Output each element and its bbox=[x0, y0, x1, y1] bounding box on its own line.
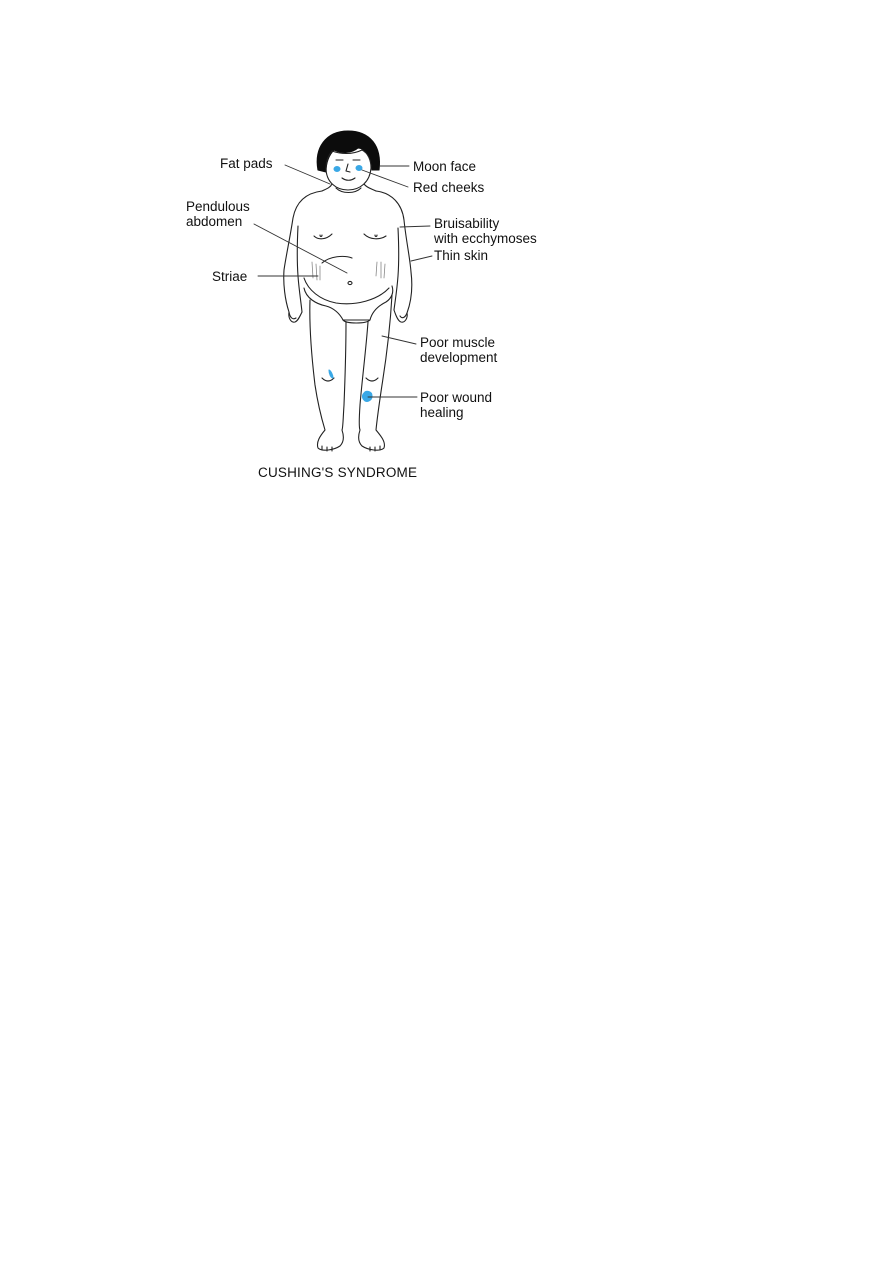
leader-pendulous-abdomen bbox=[254, 224, 347, 273]
label-red-cheeks: Red cheeks bbox=[413, 180, 485, 195]
leader-poor-muscle bbox=[382, 336, 416, 344]
label-pendulous-abdomen: Pendulous abdomen bbox=[186, 199, 250, 229]
pendulous-abdomen-outline bbox=[304, 278, 389, 304]
label-poor-muscle: Poor muscle development bbox=[420, 335, 498, 365]
leg-right-outline bbox=[359, 295, 392, 450]
label-bruisability: Bruisability with ecchymoses bbox=[434, 216, 537, 246]
label-poor-wound: Poor wound healing bbox=[420, 390, 493, 420]
leader-thin-skin bbox=[411, 256, 432, 261]
leader-red-cheeks bbox=[362, 170, 408, 187]
torso-outline bbox=[284, 191, 412, 319]
leg-left-outline bbox=[310, 300, 346, 450]
label-striae: Striae bbox=[212, 269, 248, 284]
bruise-spot-left-leg bbox=[329, 370, 333, 378]
striae-marks bbox=[312, 262, 385, 280]
diagram-caption: CUSHING'S SYNDROME bbox=[258, 465, 418, 480]
label-fat-pads: Fat pads bbox=[220, 156, 273, 171]
underwear-outline bbox=[304, 286, 393, 320]
label-moon-face: Moon face bbox=[413, 159, 477, 174]
label-thin-skin: Thin skin bbox=[434, 248, 489, 263]
red-cheek-left bbox=[334, 166, 341, 172]
red-cheek-right bbox=[356, 165, 363, 171]
wound-spot-right-leg bbox=[363, 391, 373, 401]
